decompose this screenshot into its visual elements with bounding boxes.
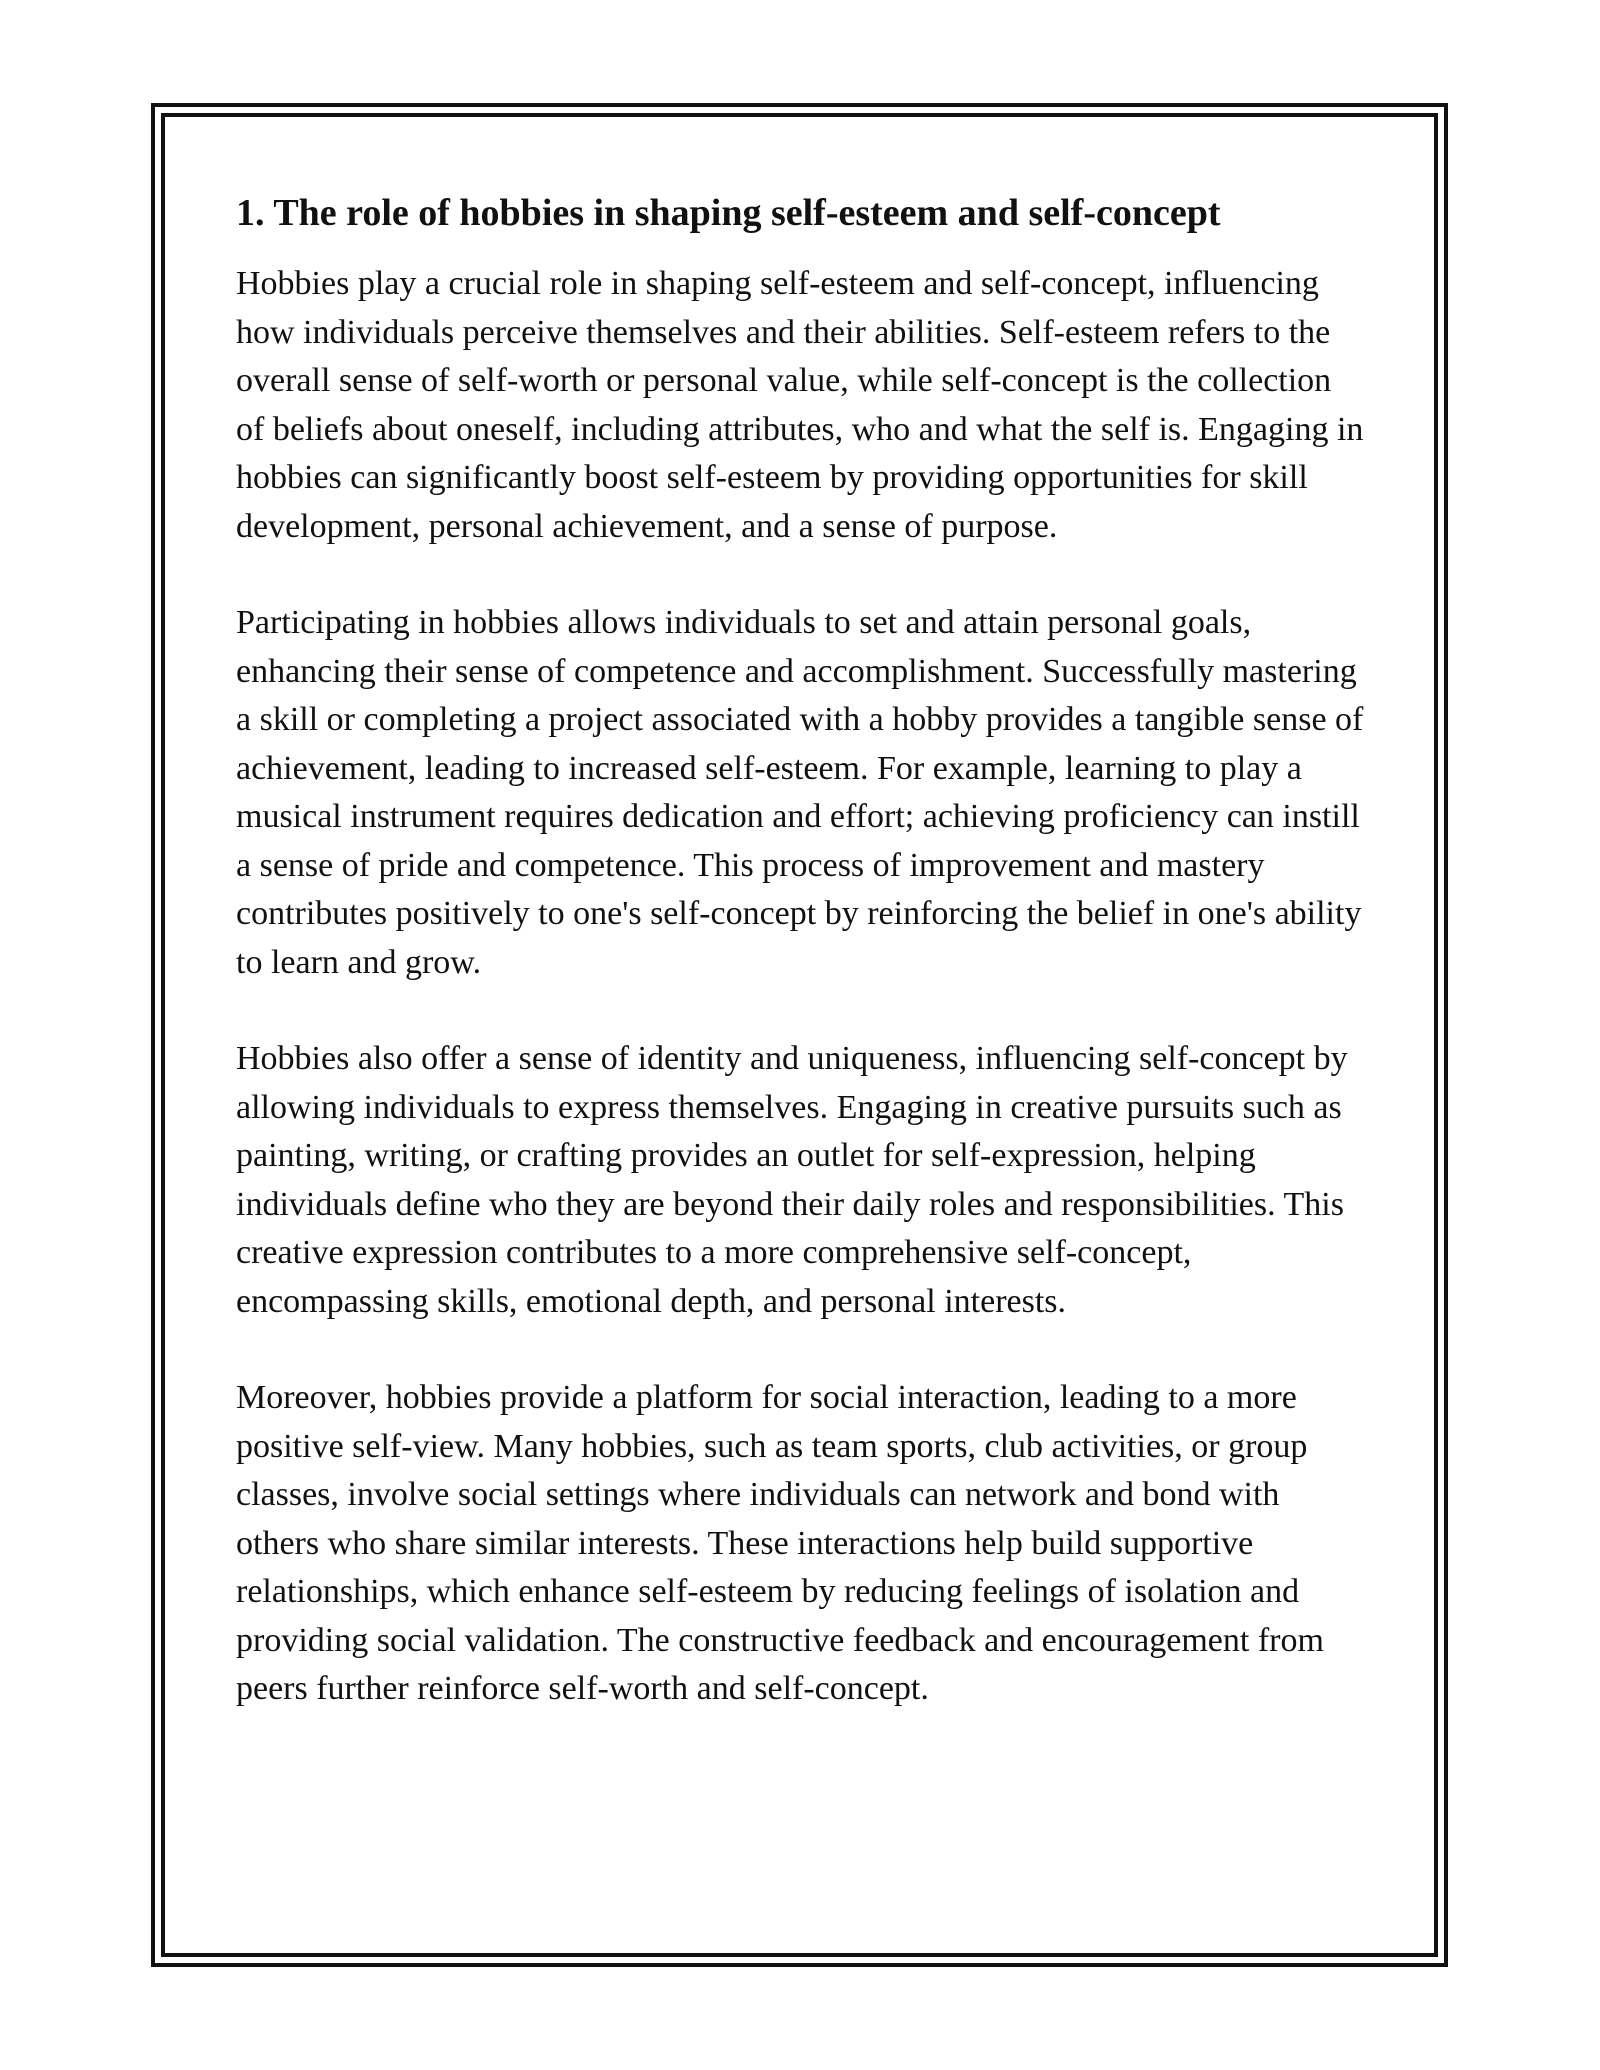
paragraph-2: Participating in hobbies allows individuals to set and attain personal goals, enhancing their sense of competence and accomplishment. Successfully mastering a skill or completing a project associated with a hobby provides a tangible sense of achievement, leading to increased self-esteem. For example, learning to play a musical instrument requires dedication and effort; achieving proficiency can instill a sense of pride and competence. This process of improvement and mastery contributes positively to one's self-concept by reinforcing the belief in one's ability to learn and grow. <box>236 604 1364 981</box>
paragraph-1: Hobbies play a crucial role in shaping self-esteem and self-concept, influencing how individuals perceive themselves and their abilities. Self-esteem refers to the overall sense of self-worth or personal value, while self-concept is the collection of beliefs about oneself, including attributes, who and what the self is. Engaging in hobbies can significantly boost self-esteem by providing opportunities for skill development, personal achievement, and a sense of purpose. <box>236 265 1364 545</box>
paragraph-4: Moreover, hobbies provide a platform for social interaction, leading to a more positive self-view. Many hobbies, such as team sports, club activities, or group classes, involve social settings where individuals can network and bond with others who share similar interests. These interactions help build supportive relationships, which enhance self-esteem by reducing feelings of isolation and providing social validation. The constructive feedback and encouragement from peers further reinforce self-worth and self-concept. <box>236 1379 1324 1707</box>
page-title: 1. The role of hobbies in shaping self-esteem and self-concept <box>236 192 1221 234</box>
document-body <box>236 186 1366 1762</box>
paragraph-3: Hobbies also offer a sense of identity and uniqueness, influencing self-concept by allowing individuals to express themselves. Engaging in creative pursuits such as painting, writing, or crafting provides an outlet for self-expression, helping individuals define who they are beyond their daily roles and responsibilities. This creative expression contributes to a more comprehensive self-concept, encompassing skills, emotional depth, and personal interests. <box>236 1040 1348 1320</box>
